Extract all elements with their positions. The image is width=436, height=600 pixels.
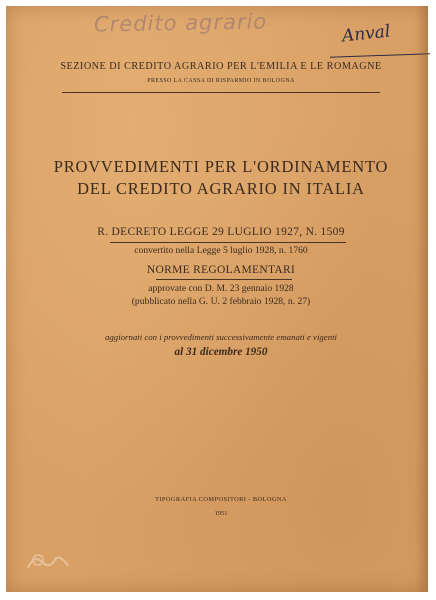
norme-underline	[156, 279, 292, 280]
document-title-line1: PROVVEDIMENTI PER L'ORDINAMENTO	[53, 157, 389, 176]
norme-title: NORME REGOLAMENTARI	[146, 264, 296, 276]
publication-year: 1951	[214, 510, 228, 517]
document-title-line2: DEL CREDITO AGRARIO IN ITALIA	[77, 179, 365, 198]
update-note: aggiornati con i provvedimenti successivamente emanati e vigenti	[105, 332, 337, 342]
document-cover	[6, 6, 428, 592]
decree-underline	[110, 242, 346, 243]
page-edge-shadow	[416, 6, 428, 592]
update-date: al 31 dicembre 1950	[174, 346, 268, 358]
signature-underline	[330, 53, 430, 57]
norme-publication: (pubblicato nella G. U. 2 febbraio 1928, n. 27)	[131, 296, 311, 307]
pencil-annotation: Credito agrario	[93, 9, 268, 37]
handwritten-signature: Anval	[341, 21, 392, 47]
decree-conversion: convertito nella Legge 5 luglio 1928, n. 1760	[134, 245, 308, 256]
header-divider	[62, 92, 380, 93]
library-stamp-icon	[26, 548, 70, 572]
printer-name: TIPOGRAFIA COMPOSITORI - BOLOGNA	[155, 496, 287, 503]
norme-approval: approvate con D. M. 23 gennaio 1928	[148, 283, 294, 294]
decree-title: R. DECRETO LEGGE 29 LUGLIO 1927, N. 1509	[97, 226, 345, 238]
institution-header: SEZIONE DI CREDITO AGRARIO PER L'EMILIA E LE ROMAGNE	[60, 61, 382, 72]
institution-subheader: PRESSO LA CASSA DI RISPARMIO IN BOLOGNA	[147, 78, 295, 84]
